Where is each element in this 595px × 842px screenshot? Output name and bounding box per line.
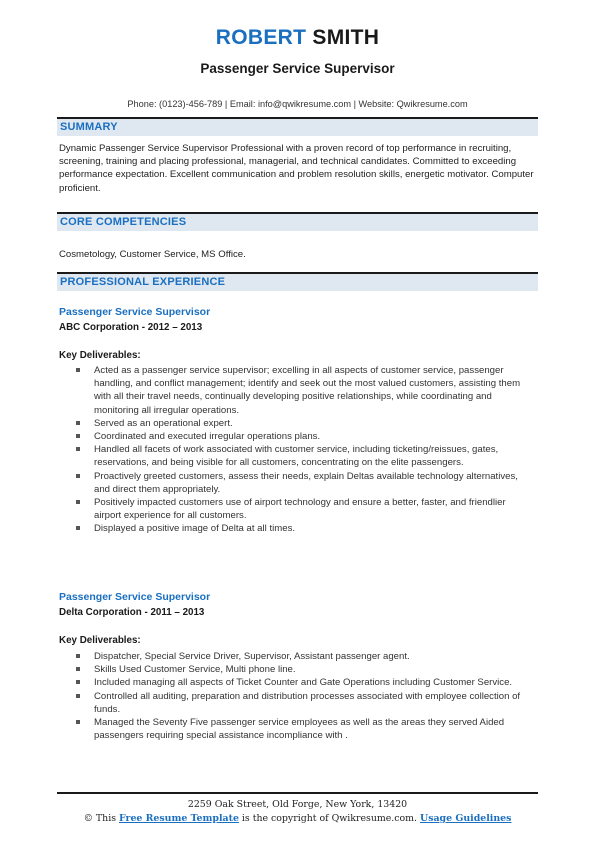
section-competencies	[57, 212, 538, 231]
list-item: Proactively greeted customers, assess their needs, explain Deltas available technology alternatives, and direct them appropriately.	[76, 470, 534, 496]
footer-copyright	[0, 813, 595, 824]
usage-guidelines-link[interactable]: Usage Guidelines	[420, 813, 512, 824]
list-item: Dispatcher, Special Service Driver, Supervisor, Assistant passenger agent.	[76, 650, 534, 663]
contact-line: Phone: (0123)-456-789 | Email: info@qwikresume.com | Website: Qwikresume.com	[127, 99, 468, 109]
copyright-prefix: © This	[83, 813, 117, 824]
list-item: Included managing all aspects of Ticket Counter and Gate Operations including Customer Service.	[76, 676, 534, 689]
list-item: Coordinated and executed irregular operations plans.	[76, 430, 534, 443]
list-item: Managed the Seventy Five passenger service employees as well as the areas they served Aided passengers requiring special assistance incompliance with .	[76, 716, 534, 742]
last-name: SMITH	[312, 26, 380, 49]
bullet-icon	[76, 474, 80, 478]
company-line: ABC Corporation - 2012 – 2013	[59, 322, 203, 333]
list-item: Acted as a passenger service supervisor; excelling in all aspects of customer service, passenger handling, and conflict management; identify and seek out the most valued customers, assisting them with all their travel needs, continually developing positive relationships, while coordinating and monitoring all irregular operations.	[76, 364, 534, 417]
list-item: Displayed a positive image of Delta at all times.	[76, 522, 534, 535]
job-title: Passenger Service Supervisor	[59, 306, 211, 318]
bullet-icon	[76, 421, 80, 425]
bullet-icon	[76, 667, 80, 671]
bullet-icon	[76, 500, 80, 504]
competencies-text: Cosmetology, Customer Service, MS Office.	[59, 249, 246, 260]
list-item: Handled all facets of work associated with customer service, including ticketing/reissues, gates, reservations, and being visible for all customers, concentrating on the elite passengers.	[76, 443, 534, 469]
footer-address: 2259 Oak Street, Old Forge, New York, 13420	[187, 799, 408, 810]
bullet-icon	[76, 654, 80, 658]
job-title: Passenger Service Supervisor	[59, 591, 211, 603]
section-summary	[57, 117, 538, 136]
list-item: Served as an operational expert.	[76, 417, 534, 430]
section-heading: SUMMARY	[60, 121, 118, 133]
bullet-icon	[76, 447, 80, 451]
bullet-icon	[76, 720, 80, 724]
company-line: Delta Corporation - 2011 – 2013	[59, 607, 205, 618]
copyright-middle: is the copyright of Qwikresume.com.	[241, 813, 418, 824]
summary-text: Dynamic Passenger Service Supervisor Professional with a proven record of top performance in recruiting, screening, training and placing professional, managerial, and technical candidates. Committed to exceeding performance expectation. Excellent communication and problem resolution skills, energetic motivator. Computer proficient.	[59, 143, 534, 194]
section-heading: PROFESSIONAL EXPERIENCE	[60, 276, 226, 288]
job-title-header: Passenger Service Supervisor	[200, 61, 395, 76]
footer-divider	[57, 792, 538, 794]
list-item: Controlled all auditing, preparation and distribution processes associated with employee collection of funds.	[76, 690, 534, 716]
bullet-icon	[76, 434, 80, 438]
deliverables-label: Key Deliverables:	[59, 635, 141, 646]
bullet-icon	[76, 368, 80, 372]
deliverables-list	[76, 650, 534, 742]
first-name: ROBERT	[215, 26, 307, 49]
deliverables-list	[76, 364, 534, 536]
list-item: Skills Used Customer Service, Multi phone line.	[76, 663, 534, 676]
bullet-icon	[76, 526, 80, 530]
bullet-icon	[76, 694, 80, 698]
section-experience	[57, 272, 538, 291]
candidate-name	[0, 26, 595, 50]
list-item: Positively impacted customers use of airport technology and ensure a better, faster, and friendlier airport experience for all customers.	[76, 496, 534, 522]
section-heading: CORE COMPETENCIES	[60, 216, 187, 228]
bullet-icon	[76, 680, 80, 684]
free-resume-template-link[interactable]: Free Resume Template	[119, 813, 239, 824]
deliverables-label: Key Deliverables:	[59, 350, 141, 361]
